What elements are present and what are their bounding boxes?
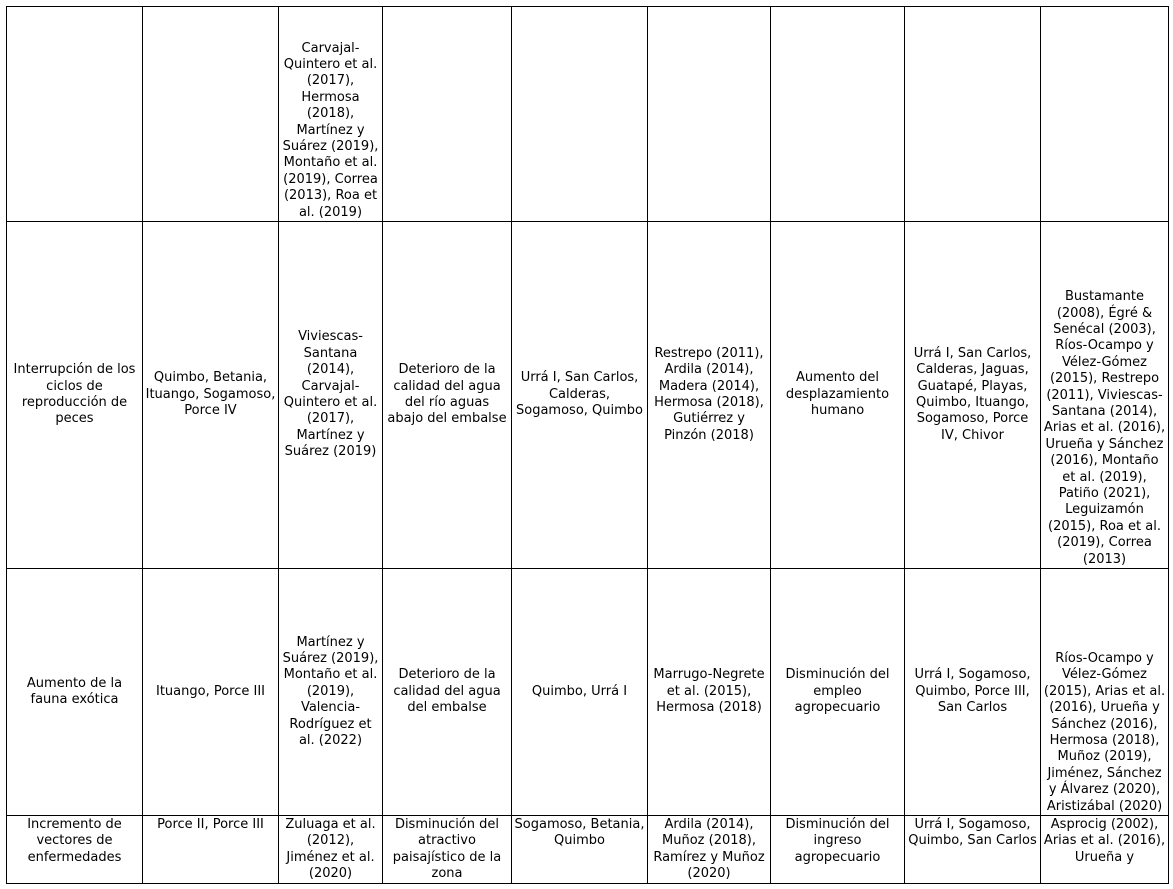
references-cell: Ríos-Ocampo y Vélez-Gómez (2015), Arias et al. (2016), Urueña y Sánchez (2016), Hermosa (2018), Muñoz (2019), Jiménez, Sánchez y Álvarez (2020), Aristizábal (2020) bbox=[1041, 569, 1169, 816]
impact-cell: Interrupción de los ciclos de reproducción de peces bbox=[7, 222, 143, 569]
impacts-table bbox=[6, 6, 1169, 884]
projects-cell bbox=[143, 7, 279, 222]
references-cell: Restrepo (2011), Ardila (2014), Madera (2014), Hermosa (2018), Gutiérrez y Pinzón (2018) bbox=[648, 222, 771, 569]
impact-cell bbox=[771, 7, 905, 222]
references-cell: Carvajal-Quintero et al. (2017), Hermosa (2018), Martínez y Suárez (2019), Montaño et al. (2019), Correa (2013), Roa et al. (2019) bbox=[279, 7, 383, 222]
impact-cell bbox=[7, 7, 143, 222]
projects-cell: Quimbo, Urrá I bbox=[512, 569, 648, 816]
impact-cell: Disminución del atractivo paisajístico de la zona bbox=[383, 816, 512, 884]
projects-cell bbox=[905, 7, 1041, 222]
impact-cell: Disminución del ingreso agropecuario bbox=[771, 816, 905, 884]
references-cell bbox=[648, 7, 771, 222]
references-cell: Ardila (2014), Muñoz (2018), Ramírez y Muñoz (2020) bbox=[648, 816, 771, 884]
table-row bbox=[7, 222, 1169, 569]
projects-cell: Urrá I, San Carlos, Calderas, Sogamoso, Quimbo bbox=[512, 222, 648, 569]
impact-cell: Deterioro de la calidad del agua del embalse bbox=[383, 569, 512, 816]
references-cell: Viviescas-Santana (2014), Carvajal-Quintero et al. (2017), Martínez y Suárez (2019) bbox=[279, 222, 383, 569]
impact-cell: Deterioro de la calidad del agua del río aguas abajo del embalse bbox=[383, 222, 512, 569]
impact-cell: Incremento de vectores de enfermedades bbox=[7, 816, 143, 884]
projects-cell: Sogamoso, Betania, Quimbo bbox=[512, 816, 648, 884]
projects-cell: Urrá I, San Carlos, Calderas, Jaguas, Guatapé, Playas, Quimbo, Ituango, Sogamoso, Porce IV, Chivor bbox=[905, 222, 1041, 569]
projects-cell bbox=[512, 7, 648, 222]
references-cell: Asprocig (2002), Arias et al. (2016), Urueña y bbox=[1041, 816, 1169, 884]
projects-cell: Ituango, Porce III bbox=[143, 569, 279, 816]
table-row bbox=[7, 7, 1169, 222]
impact-cell bbox=[383, 7, 512, 222]
references-cell: Martínez y Suárez (2019), Montaño et al. (2019), Valencia-Rodríguez et al. (2022) bbox=[279, 569, 383, 816]
references-cell bbox=[1041, 7, 1169, 222]
impact-cell: Aumento del desplazamiento humano bbox=[771, 222, 905, 569]
table-row bbox=[7, 569, 1169, 816]
projects-cell: Urrá I, Sogamoso, Quimbo, Porce III, San Carlos bbox=[905, 569, 1041, 816]
projects-cell: Porce II, Porce III bbox=[143, 816, 279, 884]
references-cell: Bustamante (2008), Égré & Senécal (2003), Ríos-Ocampo y Vélez-Gómez (2015), Restrepo (2011), Viviescas-Santana (2014), Arias et al. (2016), Urueña y Sánchez (2016), Montaño et al. (2019), Patiño (2021), Leguizamón (2015), Roa et al. (2019), Correa (2013) bbox=[1041, 222, 1169, 569]
projects-cell: Urrá I, Sogamoso, Quimbo, San Carlos bbox=[905, 816, 1041, 884]
impact-cell: Disminución del empleo agropecuario bbox=[771, 569, 905, 816]
references-cell: Zuluaga et al. (2012), Jiménez et al. (2020) bbox=[279, 816, 383, 884]
references-cell: Marrugo-Negrete et al. (2015), Hermosa (2018) bbox=[648, 569, 771, 816]
impact-cell: Aumento de la fauna exótica bbox=[7, 569, 143, 816]
projects-cell: Quimbo, Betania, Ituango, Sogamoso, Porce IV bbox=[143, 222, 279, 569]
table-row bbox=[7, 816, 1169, 884]
